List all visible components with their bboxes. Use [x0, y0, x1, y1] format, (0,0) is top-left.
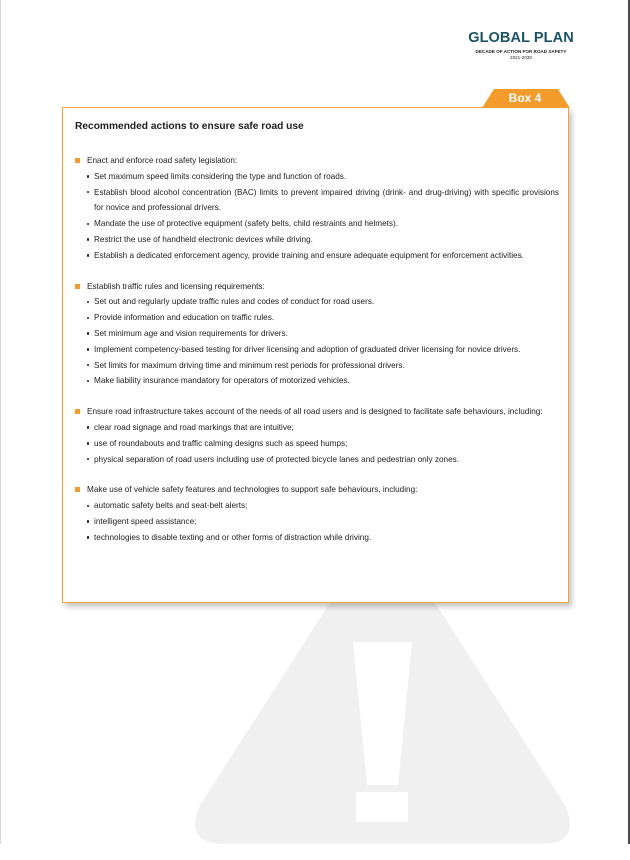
list-item: [94, 294, 559, 310]
list-item-text: automatic safety belts and seat-belt alerts;: [94, 501, 248, 511]
list-item: [94, 514, 559, 530]
list-bullet-icon: [87, 301, 89, 303]
section-items: [75, 294, 559, 389]
list-item-text: Implement competency-based testing for driver licensing and adoption of graduated driver licensing for novice drivers.: [94, 344, 521, 354]
section-bullet-icon: [75, 158, 80, 163]
list-item-text: physical separation of road users including use of protected bicycle lanes and pedestrian only zones.: [94, 454, 460, 464]
list-item: [94, 452, 559, 468]
list-item: [94, 185, 559, 217]
list-bullet-icon: [87, 380, 89, 382]
list-bullet-icon: [87, 254, 89, 256]
list-item-text: technologies to disable texting and or other forms of distraction while driving.: [94, 532, 372, 542]
header-years: 2021-2030: [510, 55, 532, 60]
list-bullet-icon: [87, 505, 89, 507]
list-bullet-icon: [87, 426, 89, 428]
list-item-text: Set minimum age and vision requirements for drivers.: [94, 328, 288, 338]
list-item-text: Set out and regularly update traffic rules and codes of conduct for road users.: [94, 297, 375, 307]
section-heading-text: Establish traffic rules and licensing requirements:: [87, 281, 265, 291]
list-item: [94, 498, 559, 514]
list-bullet-icon: [87, 332, 89, 334]
header-title: GLOBAL PLAN: [468, 30, 574, 46]
list-bullet-icon: [87, 348, 89, 350]
section-items: [75, 498, 559, 545]
list-item-text: Make liability insurance mandatory for operators of motorized vehicles.: [94, 376, 350, 386]
list-bullet-icon: [87, 364, 89, 366]
section: [75, 482, 559, 545]
page-edge-left: [0, 0, 1, 844]
document-header: [466, 30, 576, 61]
list-bullet-icon: [87, 238, 89, 240]
section-heading-text: Enact and enforce road safety legislation:: [87, 156, 238, 165]
header-subtitle: DECADE OF ACTION FOR ROAD SAFETY: [475, 49, 567, 54]
box-tab: [482, 89, 570, 108]
list-item: [94, 420, 559, 436]
list-item-text: clear road signage and road markings that are intuitive;: [94, 422, 294, 432]
section-bullet-icon: [75, 409, 80, 414]
list-bullet-icon: [87, 458, 89, 460]
list-item-text: Mandate the use of protective equipment (safety belts, child restraints and helmets).: [94, 219, 399, 229]
box-title: Recommended actions to ensure safe road use: [75, 121, 304, 132]
list-item: [94, 436, 559, 452]
list-item: [94, 342, 559, 358]
section: [75, 404, 559, 467]
list-item: [94, 169, 559, 185]
list-bullet-icon: [87, 536, 89, 538]
list-bullet-icon: [87, 520, 89, 522]
section-heading: [75, 153, 559, 169]
section: [75, 153, 559, 264]
list-item-text: Restrict the use of handheld electronic devices while driving.: [94, 234, 313, 244]
list-bullet-icon: [87, 317, 89, 319]
section-heading: [75, 404, 559, 420]
sections-list: [75, 153, 559, 561]
list-item: [94, 530, 559, 546]
list-bullet-icon: [87, 191, 89, 193]
list-item-text: Set maximum speed limits considering the type and function of roads.: [94, 171, 347, 181]
list-item-text: Set limits for maximum driving time and minimum rest periods for professional drivers.: [94, 360, 405, 370]
list-item: [94, 248, 559, 264]
list-item: [94, 310, 559, 326]
list-item: [94, 216, 559, 232]
list-item-text: use of roundabouts and traffic calming designs such as speed humps;: [94, 438, 348, 448]
section-heading: [75, 482, 559, 498]
section-bullet-icon: [75, 284, 80, 289]
warning-sign-watermark-icon: [190, 560, 590, 860]
section-bullet-icon: [75, 487, 80, 492]
section-items: [75, 169, 559, 264]
list-item: [94, 358, 559, 374]
list-item: [94, 326, 559, 342]
list-item: [94, 373, 559, 389]
recommendations-box: [62, 107, 569, 603]
section-heading-text: Ensure road infrastructure takes account of the needs of all road users and is designed to facilitate safe behaviours, including:: [87, 407, 543, 417]
list-item: [94, 232, 559, 248]
list-bullet-icon: [87, 175, 89, 177]
list-item-text: Establish a dedicated enforcement agency, provide training and ensure adequate equipment for enforcement activities.: [94, 250, 524, 260]
list-bullet-icon: [87, 442, 89, 444]
section-heading: [75, 279, 559, 295]
section: [75, 279, 559, 390]
section-items: [75, 420, 559, 467]
list-bullet-icon: [87, 223, 89, 225]
section-heading-text: Make use of vehicle safety features and technologies to support safe behaviours, including:: [87, 485, 418, 495]
list-item-text: Establish blood alcohol concentration (BAC) limits to prevent impaired driving (drink- and drug-driving) with specific provisions for novice and professional drivers.: [94, 187, 559, 213]
list-item-text: Provide information and education on traffic rules.: [94, 313, 275, 323]
box-tab-label: Box 4: [508, 91, 542, 105]
list-item-text: intelligent speed assistance;: [94, 516, 197, 526]
